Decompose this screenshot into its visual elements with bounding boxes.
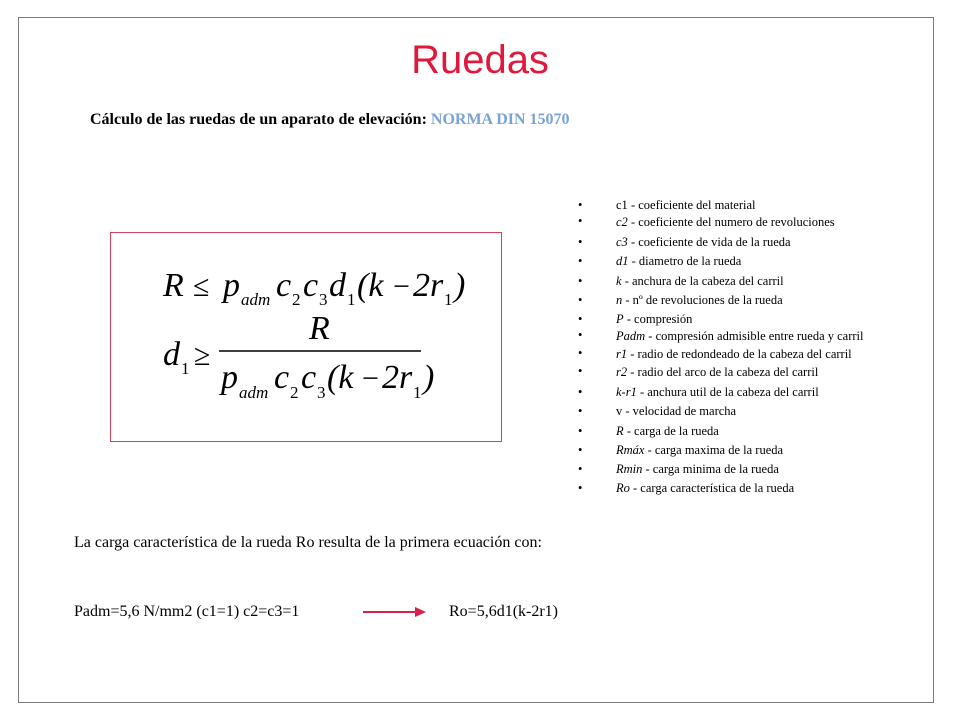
legend-symbol: c3	[616, 235, 628, 250]
legend-symbol: R	[616, 423, 624, 438]
legend-description: - radio de redondeado de la cabeza del carril	[627, 347, 852, 362]
legend-description: - carga de la rueda	[623, 423, 719, 438]
legend-symbol: v	[616, 404, 623, 419]
f1-minus: −	[393, 270, 410, 303]
subtitle-text: Cálculo de las ruedas de un aparato de elevación:	[90, 111, 431, 128]
legend-description: - coeficiente de vida de la rueda	[627, 235, 791, 250]
f2-c3: c	[301, 359, 317, 396]
formula-wheel-diameter	[163, 310, 434, 402]
legend-description: - anchura util de la cabeza del carril	[636, 385, 819, 400]
legend-symbol: n	[616, 292, 623, 307]
legend-symbol: Ro	[616, 481, 630, 496]
f1-two-r: 2r	[413, 267, 444, 304]
legend-description: - compresión admisible entre rueda y carril	[645, 329, 864, 344]
conditions-text: Padm=5,6 N/mm2 (c1=1) c2=c3=1	[74, 603, 300, 620]
legend-symbol: c2	[616, 215, 628, 230]
legend-description: - nº de revoluciones de la rueda	[622, 292, 783, 307]
f1-open: (k	[357, 267, 384, 304]
legend-symbol: Rmáx	[616, 442, 645, 457]
f1-rel: ≤	[193, 270, 210, 303]
legend-item	[578, 252, 923, 271]
legend-description: - radio del arco de la cabeza del carril	[627, 365, 819, 380]
f2-p-sub: adm	[239, 383, 269, 402]
formula-wheel-load	[162, 267, 465, 309]
f2-p: p	[221, 359, 238, 396]
legend-item	[578, 272, 923, 291]
slide-title: Ruedas	[411, 38, 549, 82]
legend-item	[578, 441, 923, 460]
legend-description: - coeficiente del numero de revoluciones	[627, 215, 835, 230]
f2-open: (k	[327, 359, 354, 396]
legend-description: - carga minima de la rueda	[642, 462, 779, 477]
f1-d-sub: 1	[347, 290, 356, 309]
f1-p-sub: adm	[241, 290, 271, 309]
right-arrow-icon	[363, 605, 427, 619]
legend-symbol: r1	[616, 347, 628, 362]
f2-rel: ≥	[194, 339, 211, 372]
f2-r-sub: 1	[413, 383, 422, 402]
f1-c2-sub: 2	[292, 290, 301, 309]
legend-description: - carga característica de la rueda	[629, 481, 795, 496]
legend-item	[578, 402, 923, 421]
f1-c3: c	[303, 267, 319, 304]
f1-close: )	[454, 267, 466, 304]
legend-item	[578, 479, 923, 498]
f2-lhs: d	[163, 336, 180, 373]
legend-description: - diametro de la rueda	[628, 254, 742, 269]
legend-symbol: k	[616, 273, 622, 288]
slide-subtitle	[90, 111, 570, 129]
f1-c2: c	[276, 267, 292, 304]
legend-description: - compresión	[623, 312, 693, 327]
f1-lhs: R	[163, 267, 184, 304]
f2-two-r: 2r	[382, 359, 413, 396]
legend-symbol: Rmin	[616, 462, 643, 477]
f1-d: d	[329, 267, 346, 304]
legend-item	[578, 460, 923, 479]
legend-item	[578, 215, 923, 233]
f2-c2: c	[274, 359, 290, 396]
legend-item	[578, 422, 923, 441]
legend-item	[578, 233, 923, 252]
legend-description: - coeficiente del material	[627, 198, 756, 212]
f2-minus: −	[362, 362, 379, 395]
legend-item	[578, 310, 923, 329]
legend-description: - anchura de la cabeza del carril	[621, 273, 784, 288]
legend-symbol: Padm	[616, 329, 646, 344]
legend-symbol: c1	[616, 198, 628, 212]
f1-r-sub: 1	[444, 290, 453, 309]
f1-c3-sub: 3	[319, 290, 328, 309]
legend-item	[578, 383, 923, 402]
characteristic-load-text: La carga característica de la rueda Ro resulta de la primera ecuación con:	[74, 534, 542, 551]
legend-description: - velocidad de marcha	[622, 404, 737, 419]
legend-item	[578, 196, 923, 215]
formulas-svg	[111, 233, 503, 443]
norm-reference: NORMA DIN 15070	[430, 111, 570, 128]
legend-symbol: k-r1	[616, 385, 637, 400]
f2-c2-sub: 2	[290, 383, 299, 402]
legend-symbol: P	[616, 312, 624, 327]
legend-item	[578, 365, 923, 383]
formula-box	[110, 232, 502, 442]
legend-item	[578, 329, 923, 347]
f1-p: p	[223, 267, 240, 304]
legend-description: - carga maxima de la rueda	[644, 442, 784, 457]
legend-item	[578, 291, 923, 310]
f2-lhs-sub: 1	[181, 359, 190, 378]
legend-symbol: r2	[616, 365, 628, 380]
f2-close: )	[423, 359, 435, 396]
f2-c3-sub: 3	[317, 383, 326, 402]
legend-symbol: d1	[616, 254, 629, 269]
f2-numerator: R	[309, 310, 330, 347]
variable-legend	[578, 196, 923, 498]
result-formula: Ro=5,6d1(k-2r1)	[449, 603, 559, 620]
legend-item	[578, 347, 923, 365]
